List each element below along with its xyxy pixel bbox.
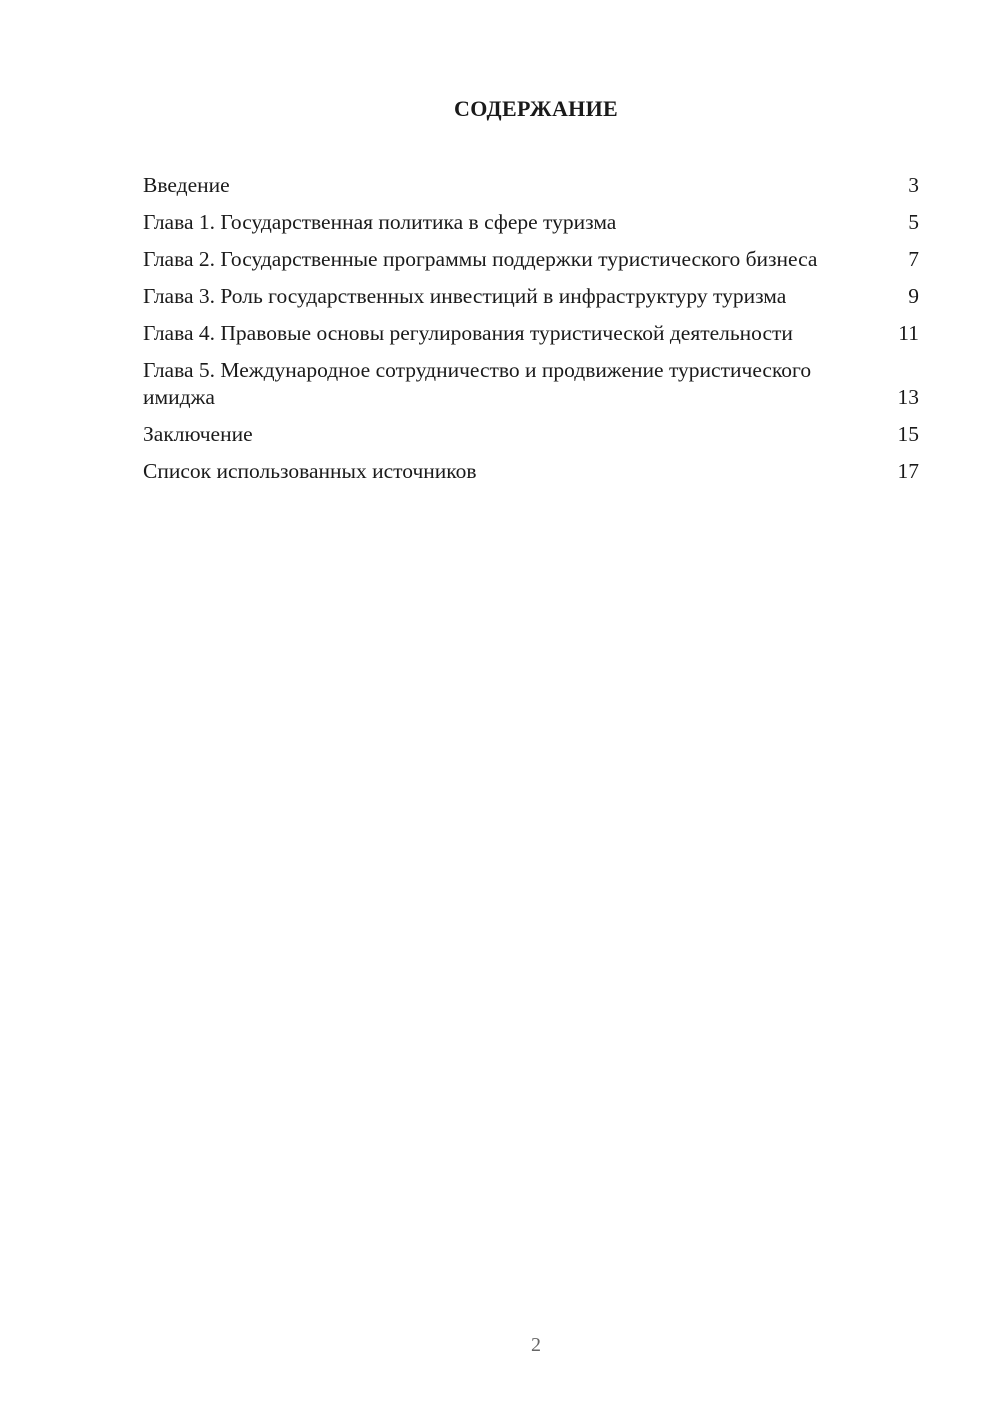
toc-entry-page-number: 17 — [897, 459, 919, 483]
toc-entry-chapter-4[interactable] — [143, 320, 919, 347]
toc-entry-page-number: 9 — [908, 284, 919, 308]
toc-entry-title: Глава 3. Роль государственных инвестиций в инфраструктуру туризма — [143, 284, 787, 308]
toc-entry-references[interactable] — [143, 458, 919, 485]
page-number: 2 — [531, 1334, 541, 1356]
toc-entry-conclusion[interactable] — [143, 421, 919, 448]
toc-entry-introduction[interactable] — [143, 172, 919, 199]
toc-entry-title: Список использованных источников — [143, 459, 477, 483]
toc-entry-page-number: 11 — [898, 321, 919, 345]
toc-entry-page-number: 3 — [908, 173, 919, 197]
toc-entry-page-number: 15 — [897, 422, 919, 446]
page-title: СОДЕРЖАНИЕ — [454, 96, 618, 121]
toc-entry-title: Глава 1. Государственная политика в сфере туризма — [143, 210, 617, 234]
toc-entry-chapter-1[interactable] — [143, 209, 919, 236]
toc-entry-title: Глава 4. Правовые основы регулирования туристической деятельности — [143, 321, 793, 345]
toc-entry-page-number: 13 — [897, 385, 919, 409]
toc-entry-title: Глава 5. Международное сотрудничество и продвижение туристического имиджа — [143, 358, 812, 409]
toc-entry-page-number: 7 — [908, 247, 919, 271]
toc-entry-page-number: 5 — [908, 210, 919, 234]
toc-entry-chapter-5[interactable] — [143, 357, 919, 411]
toc-entry-title: Заключение — [143, 422, 253, 446]
table-of-contents — [143, 172, 919, 495]
toc-entry-chapter-3[interactable] — [143, 283, 919, 310]
toc-entry-title: Введение — [143, 173, 230, 197]
toc-entry-title: Глава 2. Государственные программы поддержки туристического бизнеса — [143, 247, 818, 271]
toc-entry-chapter-2[interactable] — [143, 246, 919, 273]
